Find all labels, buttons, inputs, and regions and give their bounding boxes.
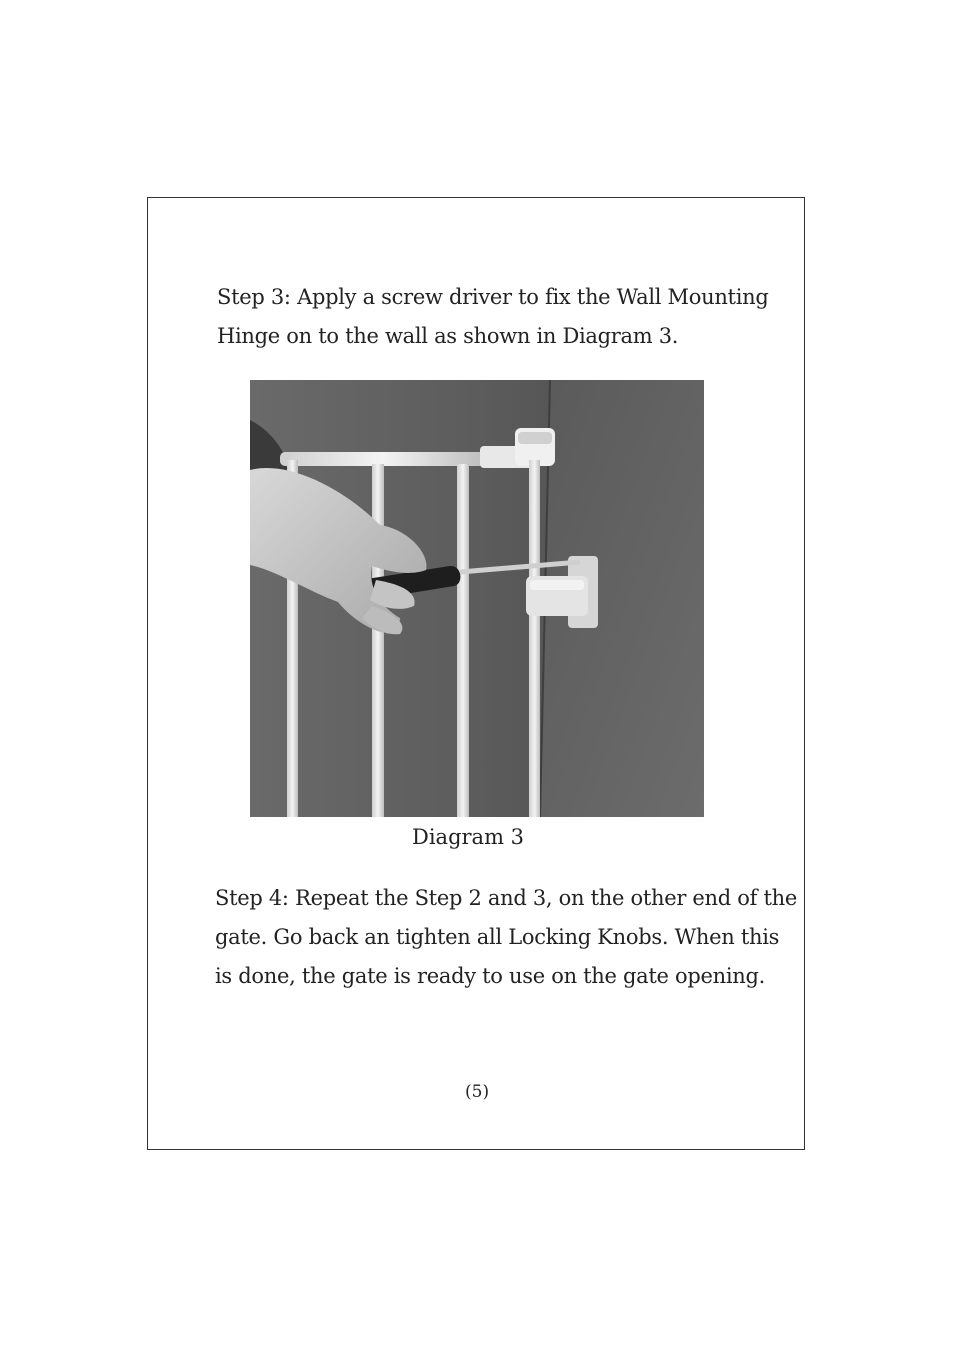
step-4-line: Step 4: Repeat the Step 2 and 3, on the other end of the — [215, 886, 797, 910]
step-4-line: is done, the gate is ready to use on the gate opening. — [215, 964, 766, 988]
step-4-instruction — [215, 879, 797, 996]
page-number: (5) — [465, 1082, 490, 1102]
step-4-line: gate. Go back an tighten all Locking Knobs. When this — [215, 925, 780, 949]
diagram-caption: Diagram 3 — [412, 825, 525, 849]
step-3-line: Step 3: Apply a screw driver to fix the Wall Mounting — [217, 285, 769, 309]
step-3-line: Hinge on to the wall as shown in Diagram 3. — [217, 324, 679, 348]
diagram-3-photo — [250, 380, 704, 817]
step-3-instruction — [217, 278, 768, 356]
